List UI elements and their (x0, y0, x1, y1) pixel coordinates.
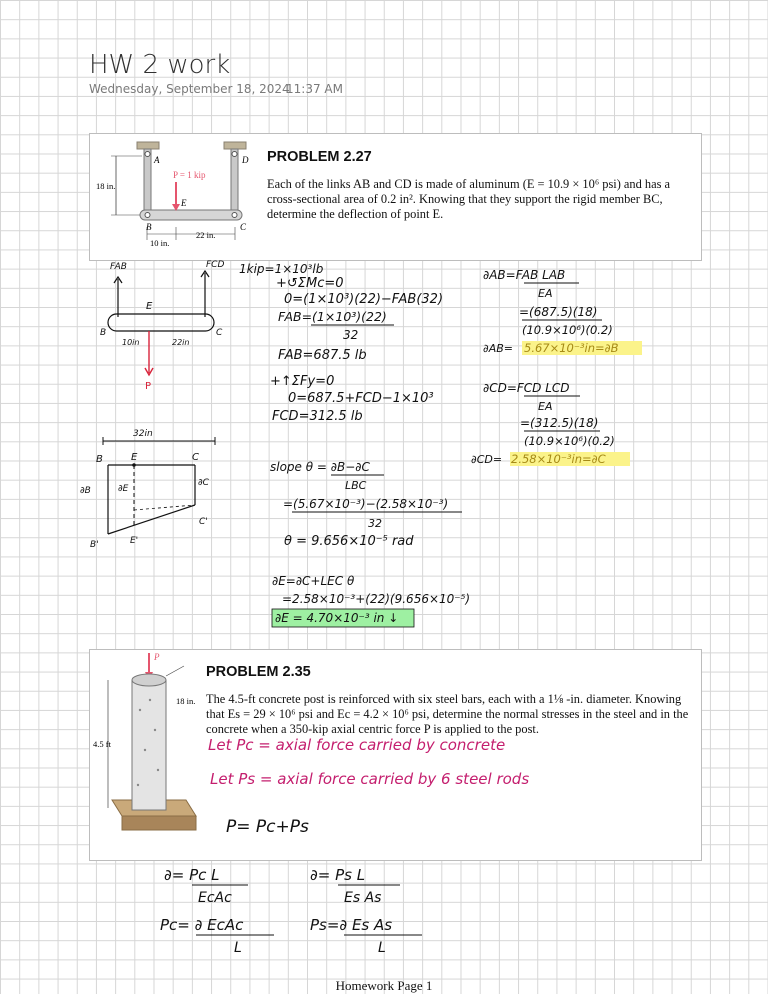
dcd-sub-num: =(312.5)(18) (520, 416, 599, 430)
fig-label-d: D (242, 155, 249, 165)
fig-label-b: B (146, 222, 152, 232)
fcd-result: FCD=312.5 lb (272, 409, 363, 424)
dab-sub-num: =(687.5)(18) (519, 305, 598, 319)
fig-label-c: C (240, 222, 247, 232)
conversion-note: 1kip=1×10³lb (239, 262, 324, 276)
handwritten-work-1 (0, 255, 768, 635)
problem-text-2: The 4.5-ft concrete post is reinforced with six steel bars, each with a 1⅛ -in. diameter. Knowing that Es = 29 × 10⁶ psi and Ec = 4.2 × 10⁶ psi, determine the normal stresses in the steel and in the concrete when a 350-kip axial centric force P is applied to the post. (206, 692, 689, 736)
geo-c: C (192, 452, 199, 463)
handwritten-work-2 (0, 860, 768, 970)
dcd-sub-den: (10.9×10⁶)(0.2) (524, 434, 615, 448)
pc-eq: Pc= ∂ EcAc (160, 916, 244, 934)
strain-eq-left: ∂= Pc L (164, 866, 220, 884)
fab-fraction-num: FAB=(1×10³)(22) (278, 309, 387, 324)
note-concrete: Let Pc = axial force carried by concrete (208, 736, 506, 754)
problem-2-35-figure (90, 650, 200, 855)
fig-height-label: 18 in. (96, 181, 116, 191)
fbd-c: C (216, 328, 223, 338)
page-date: Wednesday, September 18, 2024 (89, 82, 290, 96)
geo-b: B (96, 454, 103, 465)
sum-fy-eq: 0=687.5+FCD−1×10³ (288, 391, 434, 406)
problem-2-35-notes (200, 734, 700, 854)
strain-eq-right: ∂= Ps L (310, 866, 366, 884)
pc-eq-den: L (234, 940, 242, 956)
dcd-result: 2.58×10⁻³in=∂C (511, 452, 606, 466)
dab-sub-den: (10.9×10⁶)(0.2) (522, 323, 613, 337)
geo-dc: ∂C (198, 478, 209, 488)
geo-cp: C' (199, 517, 208, 527)
fig2-height: 4.5 ft (93, 739, 111, 749)
slope-den: LBC (345, 479, 367, 492)
fab-result: FAB=687.5 lb (278, 348, 367, 363)
de-result: ∂E = 4.70×10⁻³ in ↓ (275, 611, 399, 625)
fbd-22in: 22in (172, 338, 190, 347)
problem-2-27-figure (90, 134, 260, 258)
sum-moments-line: +↺ΣMc=0 (276, 276, 344, 291)
note-sum: P= Pc+Ps (226, 817, 309, 837)
dab-result-label: ∂AB= (483, 342, 513, 355)
geo-length: 32in (133, 429, 153, 439)
problem-title-2: PROBLEM 2.35 (206, 664, 311, 680)
slope-sub-num: =(5.67×10⁻³)−(2.58×10⁻³) (283, 497, 449, 511)
de-formula: ∂E=∂C+LEC θ (272, 574, 355, 588)
geo-db: ∂B (80, 486, 91, 496)
ps-eq: Ps=∂ Es As (310, 916, 393, 934)
page-title: HW 2 work (89, 50, 231, 80)
dab-formula: ∂AB=FAB LAB (483, 268, 566, 282)
fbd-fcd: FCD (206, 260, 225, 270)
fig-load-label: P = 1 kip (173, 170, 206, 180)
fbd-b: B (100, 328, 107, 338)
fbd-fab: FAB (110, 262, 127, 272)
geo-ep: E' (130, 536, 139, 546)
fbd-e: E (146, 301, 153, 312)
geo-e: E (131, 452, 138, 463)
geo-bp: B' (90, 540, 99, 550)
slope-formula: slope θ = ∂B−∂C (270, 460, 370, 474)
fig-label-e: E (181, 198, 187, 208)
dab-den: EA (538, 287, 553, 300)
sum-moments-eq: 0=(1×10³)(22)−FAB(32) (284, 292, 444, 307)
fbd-p: P (145, 381, 152, 392)
fbd-10in: 10in (122, 338, 140, 347)
dcd-result-label: ∂CD= (471, 453, 503, 466)
de-substitution: =2.58×10⁻³+(22)(9.656×10⁻⁵) (282, 592, 471, 606)
page-time: 11:37 AM (286, 82, 343, 96)
dcd-den: EA (538, 400, 553, 413)
page-footer: Homework Page 1 (335, 978, 433, 993)
sum-fy-line: +↑ΣFy=0 (270, 374, 335, 389)
fig-dim-22: 22 in. (196, 230, 216, 240)
problem-2-27-box (89, 133, 702, 261)
fig2-p: P (154, 652, 160, 662)
problem-text: Each of the links AB and CD is made of aluminum (E = 10.9 × 10⁶ psi) and has a cross-sectional area of 0.2 in². Knowing that they support the rigid member BC, determine the deflection of point E. (267, 177, 671, 221)
fig-label-a: A (154, 155, 160, 165)
problem-2-35-box (89, 649, 702, 861)
ps-eq-den: L (378, 940, 386, 956)
fig2-diameter: 18 in. (176, 696, 196, 706)
slope-result: θ = 9.656×10⁻⁵ rad (284, 534, 414, 549)
fab-fraction-den: 32 (343, 328, 359, 342)
dab-result: 5.67×10⁻³in=∂B (524, 341, 619, 355)
note-steel: Let Ps = axial force carried by 6 steel rods (210, 770, 530, 788)
fig-dim-10: 10 in. (150, 238, 170, 248)
slope-sub-den: 32 (368, 517, 382, 530)
strain-eq-right-den: Es As (344, 890, 382, 906)
problem-title: PROBLEM 2.27 (267, 149, 372, 165)
dcd-formula: ∂CD=FCD LCD (483, 381, 570, 395)
geo-de: ∂E (118, 484, 129, 494)
strain-eq-left-den: EcAc (198, 890, 232, 906)
